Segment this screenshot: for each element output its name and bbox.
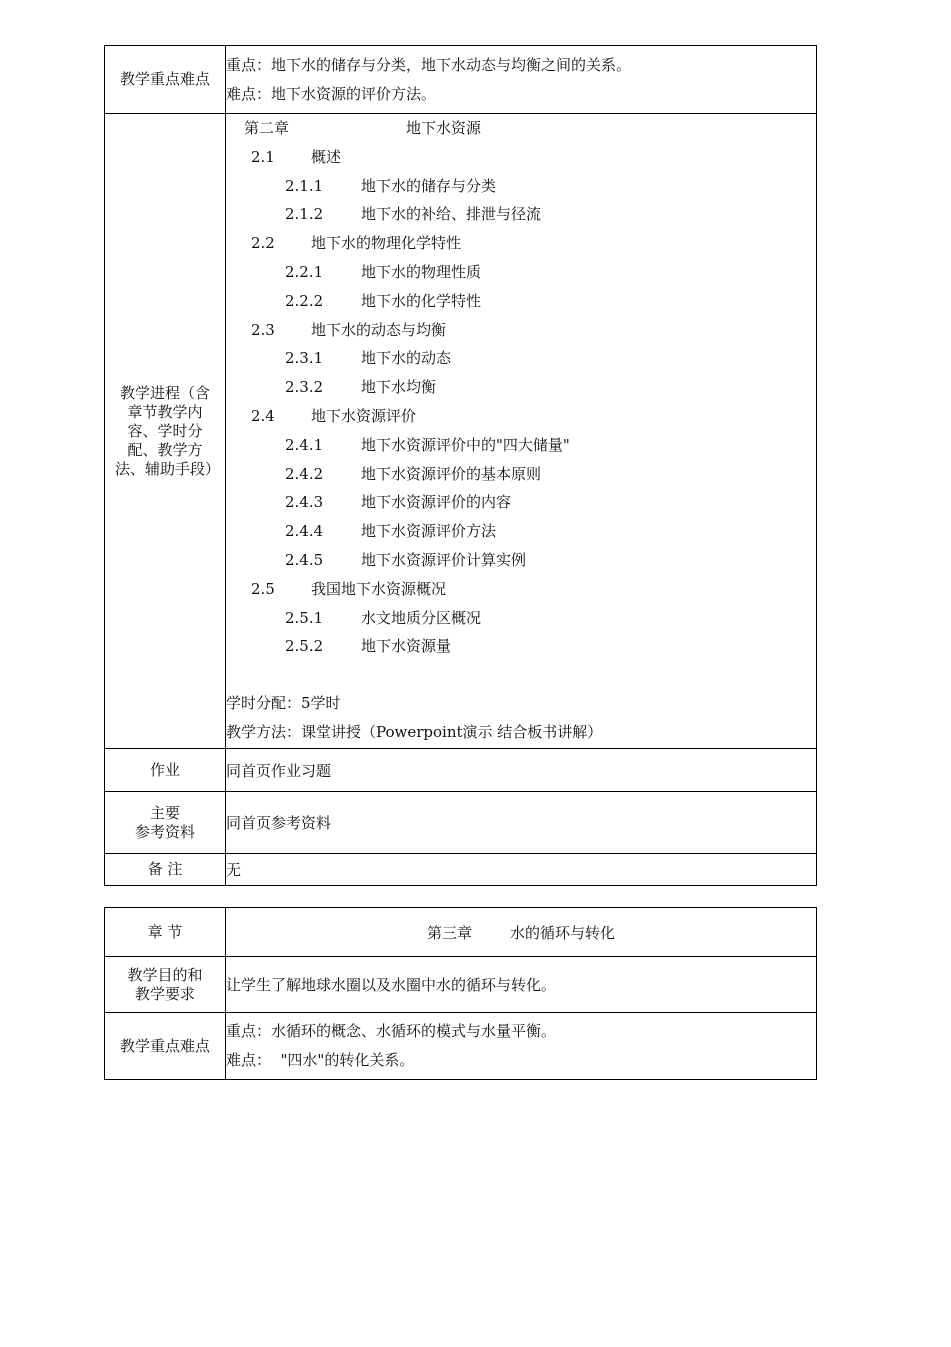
homework-row: [105, 749, 817, 792]
subsection-title: 地下水资源评价的内容: [361, 493, 512, 512]
subsection-number: 2.4.2: [285, 464, 324, 483]
key-points-label: 教学重点难点: [105, 46, 226, 114]
emphasis-text-2: 重点：水循环的概念、水循环的模式与水量平衡。: [226, 1022, 557, 1040]
references-row: [105, 792, 817, 854]
subsection-number: 2.1.2: [285, 205, 324, 224]
method-text: 教学方法：课堂讲授（Powerpoint演示 结合板书讲解）: [226, 722, 603, 741]
homework-value: 同首页作业习题: [226, 749, 817, 792]
subsection-number: 2.4.4: [285, 522, 324, 541]
objectives-value: 让学生了解地球水圈以及水圈中水的循环与转化。: [226, 957, 817, 1013]
outline-subsection: [226, 632, 816, 661]
remarks-label: 备 注: [105, 854, 226, 886]
subsection-number: 2.4.5: [285, 550, 324, 569]
subsection-title: 地下水资源评价中的"四大储量": [361, 435, 570, 454]
key-points-row-2: [105, 1013, 817, 1080]
outline-section: [226, 402, 816, 431]
subsection-title: 地下水均衡: [361, 378, 437, 397]
section-number: 2.4: [251, 406, 275, 425]
outline-section: [226, 575, 816, 604]
section-title: 地下水的动态与均衡: [311, 320, 447, 339]
key-points-content: [226, 46, 817, 114]
subsection-title: 地下水的补给、排泄与径流: [361, 205, 542, 224]
subsection-title: 地下水的动态: [361, 349, 452, 368]
subsection-number: 2.4.1: [285, 435, 324, 454]
difficulty-text-2: 难点： "四水"的转化关系。: [226, 1051, 415, 1069]
progress-row: [105, 114, 817, 749]
references-value: 同首页参考资料: [226, 792, 817, 854]
section-title: 地下水的物理化学特性: [311, 234, 462, 253]
outline-section: [226, 143, 816, 172]
subsection-title: 地下水的物理性质: [361, 262, 482, 281]
key-points-label-2: 教学重点难点: [105, 1013, 226, 1080]
remarks-row: [105, 854, 817, 886]
outline-subsection: [226, 344, 816, 373]
subsection-number: 2.3.1: [285, 349, 324, 368]
outline-subsection: [226, 373, 816, 402]
key-points-content-2: [226, 1013, 817, 1080]
course-table-chapter-3: [104, 907, 817, 1080]
outline-section: [226, 316, 816, 345]
chapter-outline: [226, 143, 816, 661]
chapter-heading: [226, 114, 816, 143]
subsection-number: 2.3.2: [285, 378, 324, 397]
subsection-title: 地下水资源量: [361, 637, 452, 656]
section-number: 2.5: [251, 579, 275, 598]
subsection-title: 地下水资源评价的基本原则: [361, 464, 542, 483]
chapter3-number: 第三章: [426, 923, 472, 942]
section-title: 地下水资源评价: [311, 406, 417, 425]
homework-label: 作业: [105, 749, 226, 792]
chapter-value: [226, 908, 817, 957]
outline-subsection: [226, 604, 816, 633]
outline-section: [226, 229, 816, 258]
references-label: 主要 参考资料: [105, 792, 226, 854]
outline-subsection: [226, 517, 816, 546]
section-number: 2.3: [251, 320, 275, 339]
remarks-value: 无: [226, 854, 817, 886]
subsection-number: 2.2.1: [285, 262, 324, 281]
subsection-number: 2.1.1: [285, 176, 324, 195]
outline-subsection: [226, 460, 816, 489]
progress-label: 教学进程（含章节教学内容、学时分配、教学方法、辅助手段）: [105, 114, 226, 749]
chapter3-title: 水的循环与转化: [510, 923, 616, 942]
emphasis-text: 重点：地下水的储存与分类，地下水动态与均衡之间的关系。: [226, 55, 632, 74]
difficulty-text: 难点：地下水资源的评价方法。: [226, 84, 437, 103]
chapter-row: [105, 908, 817, 957]
subsection-title: 水文地质分区概况: [361, 608, 482, 627]
outline-subsection: [226, 431, 816, 460]
outline-subsection: [226, 287, 816, 316]
subsection-title: 地下水的储存与分类: [361, 176, 497, 195]
section-number: 2.1: [251, 147, 275, 166]
outline-subsection: [226, 546, 816, 575]
subsection-title: 地下水的化学特性: [361, 291, 482, 310]
section-title: 概述: [311, 147, 342, 166]
hours-text: 学时分配：5学时: [226, 694, 341, 713]
outline-subsection: [226, 258, 816, 287]
subsection-title: 地下水资源评价方法: [361, 522, 497, 541]
objectives-label: 教学目的和 教学要求: [105, 957, 226, 1013]
chapter-label: 章 节: [105, 908, 226, 957]
outline-subsection: [226, 488, 816, 517]
outline-subsection: [226, 200, 816, 229]
section-number: 2.2: [251, 234, 275, 253]
progress-content: [226, 114, 817, 749]
subsection-number: 2.4.3: [285, 493, 324, 512]
subsection-number: 2.5.1: [285, 608, 324, 627]
subsection-number: 2.5.2: [285, 637, 324, 656]
objectives-row: [105, 957, 817, 1013]
chapter-number: 第二章: [244, 119, 290, 137]
chapter-title: 地下水资源: [406, 119, 482, 137]
subsection-number: 2.2.2: [285, 291, 324, 310]
course-table-chapter-2: [104, 45, 817, 886]
section-title: 我国地下水资源概况: [311, 579, 447, 598]
subsection-title: 地下水资源评价计算实例: [361, 550, 527, 569]
key-points-row: [105, 46, 817, 114]
outline-subsection: [226, 172, 816, 201]
